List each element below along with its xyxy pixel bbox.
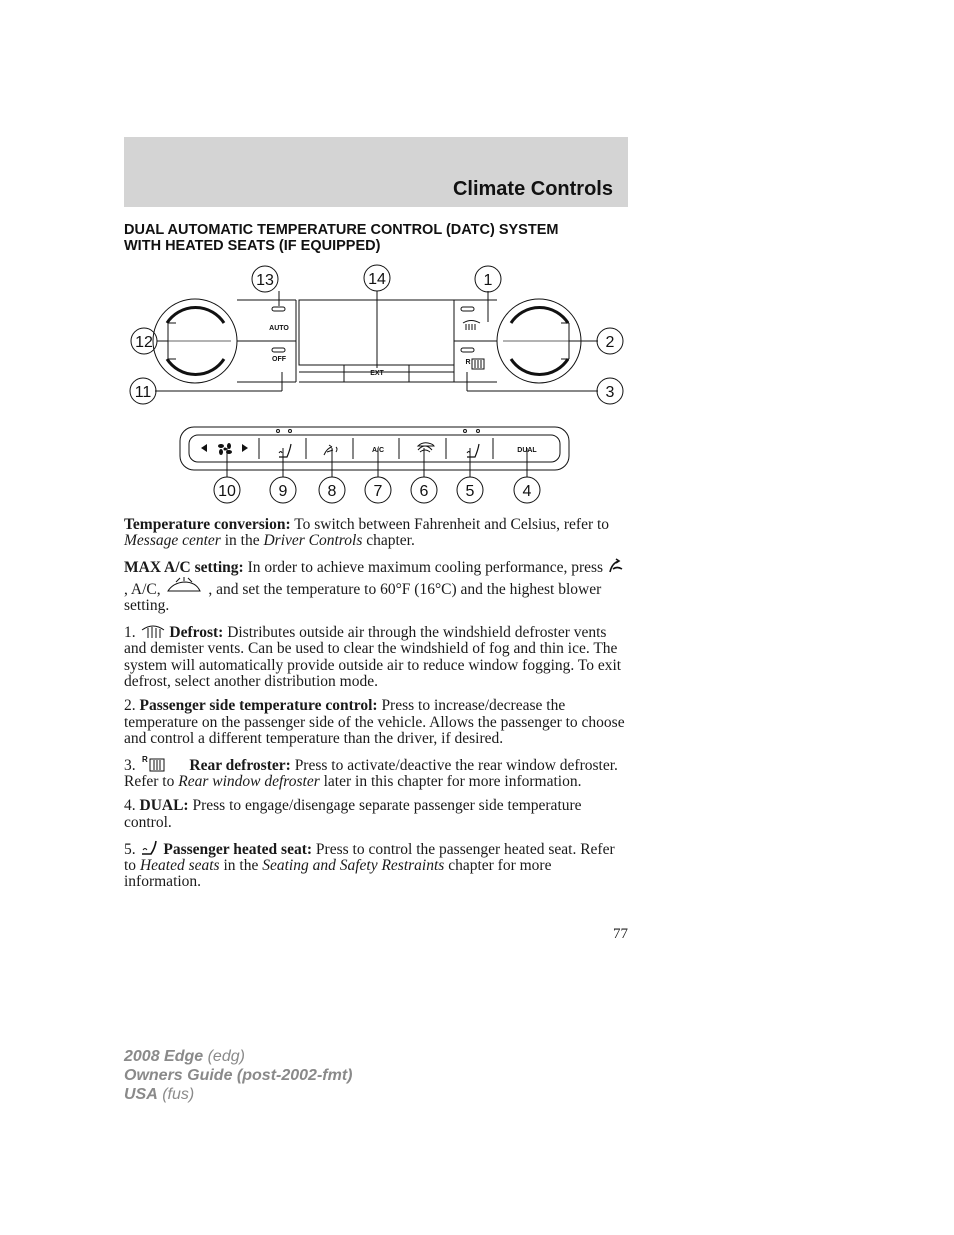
- section-heading: [124, 222, 628, 254]
- recirculation-icon: [607, 557, 625, 575]
- footer-line-1: 2008 Edge (edg): [124, 1048, 245, 1065]
- callout-5: 5: [465, 483, 475, 500]
- heated-seat-icon: [279, 452, 282, 454]
- paragraph-item-5: 5. Passenger heated seat: Press to control the passenger heated seat. Refer to Heated seats in the Seating and Safety Restraints chapter for more information.: [124, 840, 615, 891]
- callout-1: 1: [483, 272, 493, 289]
- svg-text:R: R: [141, 754, 148, 764]
- callout-4: 4: [522, 483, 532, 500]
- upper-control-panel: [153, 299, 581, 383]
- heated-seat-icon: [467, 444, 479, 457]
- footer-line-2: Owners Guide (post-2002-fmt): [124, 1067, 353, 1084]
- callout-13: 13: [256, 272, 274, 289]
- auto-button-label: AUTO: [269, 325, 289, 332]
- ac-button-label: A/C: [371, 447, 385, 454]
- paragraph-temp-conversion: Temperature conversion: To switch between Fahrenheit and Celsius, refer to Message center in the Driver Controls chapter.: [124, 516, 610, 550]
- page-number: 77: [613, 926, 628, 942]
- paragraph-max-ac: MAX A/C setting: In order to achieve maximum cooling performance, press , A/C, , and set the temperature to 60°F (16°C) and the highest blower setting.: [124, 557, 630, 614]
- callout-2: 2: [605, 334, 615, 351]
- callout-8: 8: [327, 483, 337, 500]
- off-button-label: OFF: [272, 356, 286, 363]
- rear-r-label: R: [465, 359, 471, 366]
- footer-line-3: USA (fus): [124, 1086, 195, 1103]
- callout-11: 11: [134, 384, 152, 401]
- footer: [124, 1047, 352, 1104]
- climate-control-diagram: [124, 262, 628, 510]
- panel-mode-icon: [164, 577, 204, 597]
- heading-line-2: WITH HEATED SEATS (IF EQUIPPED): [124, 238, 381, 254]
- paragraph-item-4: 4. DUAL: Press to engage/disengage separate passenger side temperature control.: [124, 797, 582, 831]
- paragraph-item-3: 3. R Rear defroster: Press to activate/deactive the rear window defroster. Refer to Rear window defroster later in this chapter for more information.: [124, 754, 618, 791]
- page-title: Climate Controls: [452, 178, 613, 200]
- heated-seat-icon: [279, 444, 291, 457]
- paragraph-item-1: 1. Defrost: Distributes outside air through the windshield defroster vents and demister vents. Can be used to clear the windshield of fog and thin ice. The system will automatically provide outside air to reduce window fogging. To exit defrost, select another distribution mode.: [124, 624, 622, 691]
- paragraph-item-2: 2. Passenger side temperature control: Press to increase/decrease the temperature on the passenger side of the vehicle. Allows the passenger to choose and control a different temperature than the driver, if desired.: [124, 697, 625, 747]
- defrost-icon: [463, 321, 480, 331]
- floor-panel-mode-icon: [324, 445, 337, 455]
- rear-defrost-icon: [140, 755, 186, 773]
- dual-button-label: DUAL: [517, 447, 537, 454]
- ext-button-label: EXT: [370, 370, 384, 377]
- heading-line-1: DUAL AUTOMATIC TEMPERATURE CONTROL (DATC) SYSTEM: [124, 222, 559, 238]
- callout-10: 10: [218, 483, 236, 500]
- body-text: [124, 517, 630, 898]
- callout-9: 9: [278, 483, 288, 500]
- fan-icon: [201, 443, 248, 455]
- callout-7: 7: [373, 483, 383, 500]
- callout-6: 6: [419, 483, 429, 500]
- recirculation-icon: [418, 446, 432, 452]
- heated-seat-icon: [140, 839, 160, 857]
- callout-3: 3: [605, 384, 615, 401]
- defrost-icon: [140, 622, 166, 640]
- header-bar: [124, 137, 628, 207]
- panel-mode-icon: [418, 443, 434, 446]
- callout-12: 12: [135, 334, 153, 351]
- rear-defrost-icon: [472, 359, 484, 369]
- callout-14: 14: [368, 271, 386, 288]
